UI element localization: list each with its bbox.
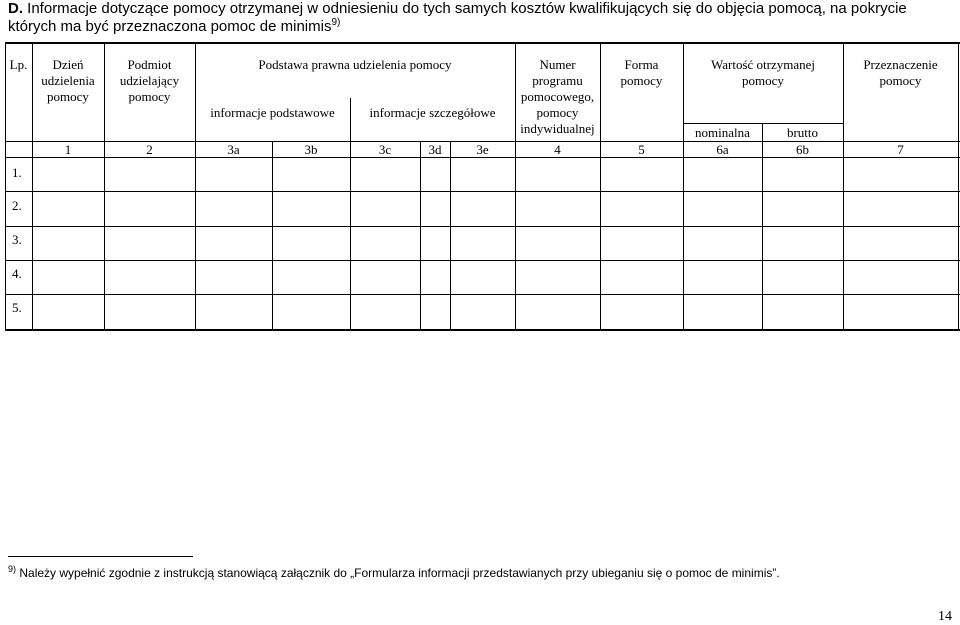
header-przeznaczenie: Przeznaczenie pomocy: [863, 57, 938, 88]
column-number: 5: [638, 142, 645, 157]
column-number: 2: [146, 142, 153, 157]
header-informacje-podstawowe: informacje podstawowe: [210, 105, 335, 120]
footnote: [8, 565, 948, 581]
header-lp: Lp.: [9, 57, 28, 72]
footnote-reference: 9): [331, 17, 341, 28]
column-number: 3e: [476, 142, 489, 157]
row-number: 1.: [12, 165, 22, 180]
row-number: 5.: [12, 300, 22, 315]
header-brutto: brutto: [786, 125, 819, 140]
section-number: D.: [8, 0, 23, 17]
column-number: 7: [897, 142, 904, 157]
column-number: 3b: [304, 142, 318, 157]
column-number: 3d: [428, 142, 442, 157]
footnote-marker: 9): [8, 564, 17, 574]
header-wartosc-pomocy: Wartość otrzymanej pomocy: [711, 57, 815, 88]
row-number: 3.: [12, 232, 22, 247]
row-number: 4.: [12, 266, 22, 281]
header-numer-programu: Numer programu pomocowego, pomocy indywidualnej: [520, 57, 595, 136]
column-number: 3a: [227, 142, 240, 157]
column-number: 3c: [378, 142, 392, 157]
header-podstawa-prawna: Podstawa prawna udzielenia pomocy: [258, 57, 452, 72]
header-podmiot-udzielajacy: Podmiot udzielający pomocy: [119, 57, 180, 104]
section-heading: [8, 0, 954, 36]
footnote-text: Należy wypełnić zgodnie z instrukcją stanowiącą załącznik do „Formularza informacji przedstawianych przy ubieganiu się o pomoc de minimis”.: [19, 566, 780, 580]
header-dzien-udzielenia: Dzień udzielenia pomocy: [41, 57, 95, 104]
header-informacje-szczegolowe: informacje szczegółowe: [369, 105, 496, 120]
column-number: 6b: [796, 142, 809, 157]
footnote-separator: [8, 556, 193, 557]
section-title: Informacje dotyczące pomocy otrzymanej w odniesieniu do tych samych kosztów kwalifikujących się do objęcia pomocą, na pokrycie których ma być przeznaczona pomoc de minimis: [8, 0, 907, 35]
column-number: 1: [64, 142, 72, 157]
column-number: 6a: [716, 142, 729, 157]
header-forma-pomocy: Forma pomocy: [620, 57, 663, 88]
column-number: 4: [554, 142, 561, 157]
page-number: 14: [938, 609, 952, 624]
header-nominalna: nominalna: [695, 125, 750, 140]
row-number: 2.: [12, 198, 22, 213]
